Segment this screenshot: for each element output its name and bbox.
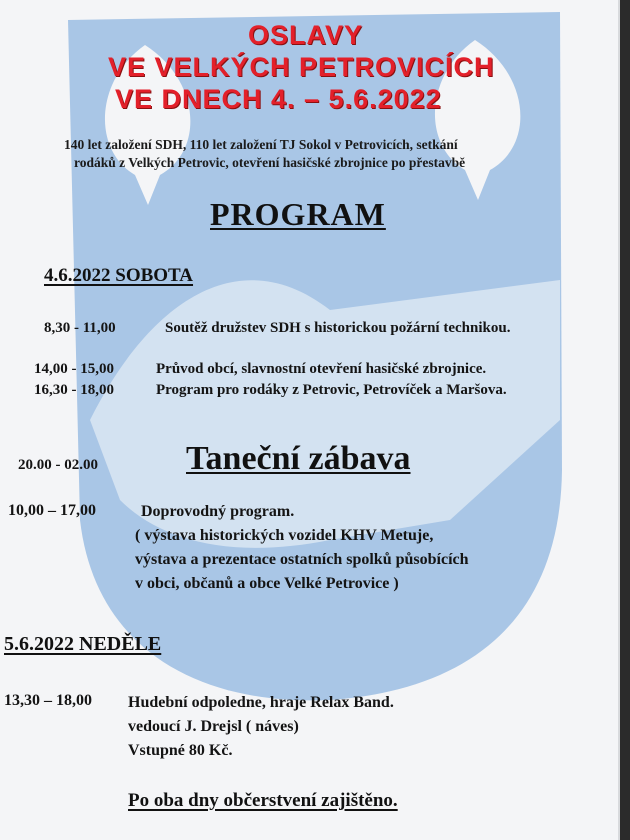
side-program-line-2: ( výstava historických vozidel KHV Metuje, [135, 527, 434, 544]
day1-item-3-time: 16,30 - 18,00 [34, 382, 114, 398]
day1-item-3-text: Program pro rodáky z Petrovic, Petrovíček a Maršova. [156, 382, 507, 398]
dance-title: Taneční zábava [186, 440, 411, 477]
day2-line-2: vedoucí J. Drejsl ( náves) [128, 718, 299, 735]
heading-line-3: VE DNECH 4. – 5.6.2022 [115, 84, 442, 114]
day1-item-2-text: Průvod obcí, slavnostní otevření hasičské zbrojnice. [156, 361, 487, 377]
side-program-line-4: v obci, občanů a obce Velké Petrovice ) [135, 575, 399, 592]
footer-refreshments: Po oba dny občerstvení zajištěno. [128, 790, 398, 811]
day2-title: 5.6.2022 NEDĚLE [4, 633, 162, 655]
day2-line-1: Hudební odpoledne, hraje Relax Band. [128, 694, 394, 711]
day2-line-3: Vstupné 80 Kč. [128, 742, 233, 759]
heading-line-2: VE VELKÝCH PETROVICÍCH [108, 52, 495, 82]
side-program-time: 10,00 – 17,00 [8, 502, 96, 519]
subtitle-line-2: rodáků z Velkých Petrovic, otevření hasičské zbrojnice po přestavbě [74, 155, 466, 170]
dance-time: 20.00 - 02.00 [18, 457, 98, 473]
day1-item-1-time: 8,30 - 11,00 [44, 320, 116, 336]
side-program-line-3: výstava a prezentace ostatních spolků působících [135, 551, 469, 568]
program-title: PROGRAM [210, 196, 386, 232]
day1-item-2-time: 14,00 - 15,00 [34, 361, 114, 377]
side-program-line-1: Doprovodný program. [141, 503, 295, 520]
heading-line-1: OSLAVY [248, 20, 364, 50]
day2-time: 13,30 – 18,00 [4, 692, 92, 709]
day1-item-1-text: Soutěž družstev SDH s historickou požární technikou. [165, 320, 511, 336]
day1-title: 4.6.2022 SOBOTA [44, 265, 194, 286]
subtitle-line-1: 140 let založení SDH, 110 let založení TJ Sokol v Petrovicích, setkání [64, 137, 458, 152]
